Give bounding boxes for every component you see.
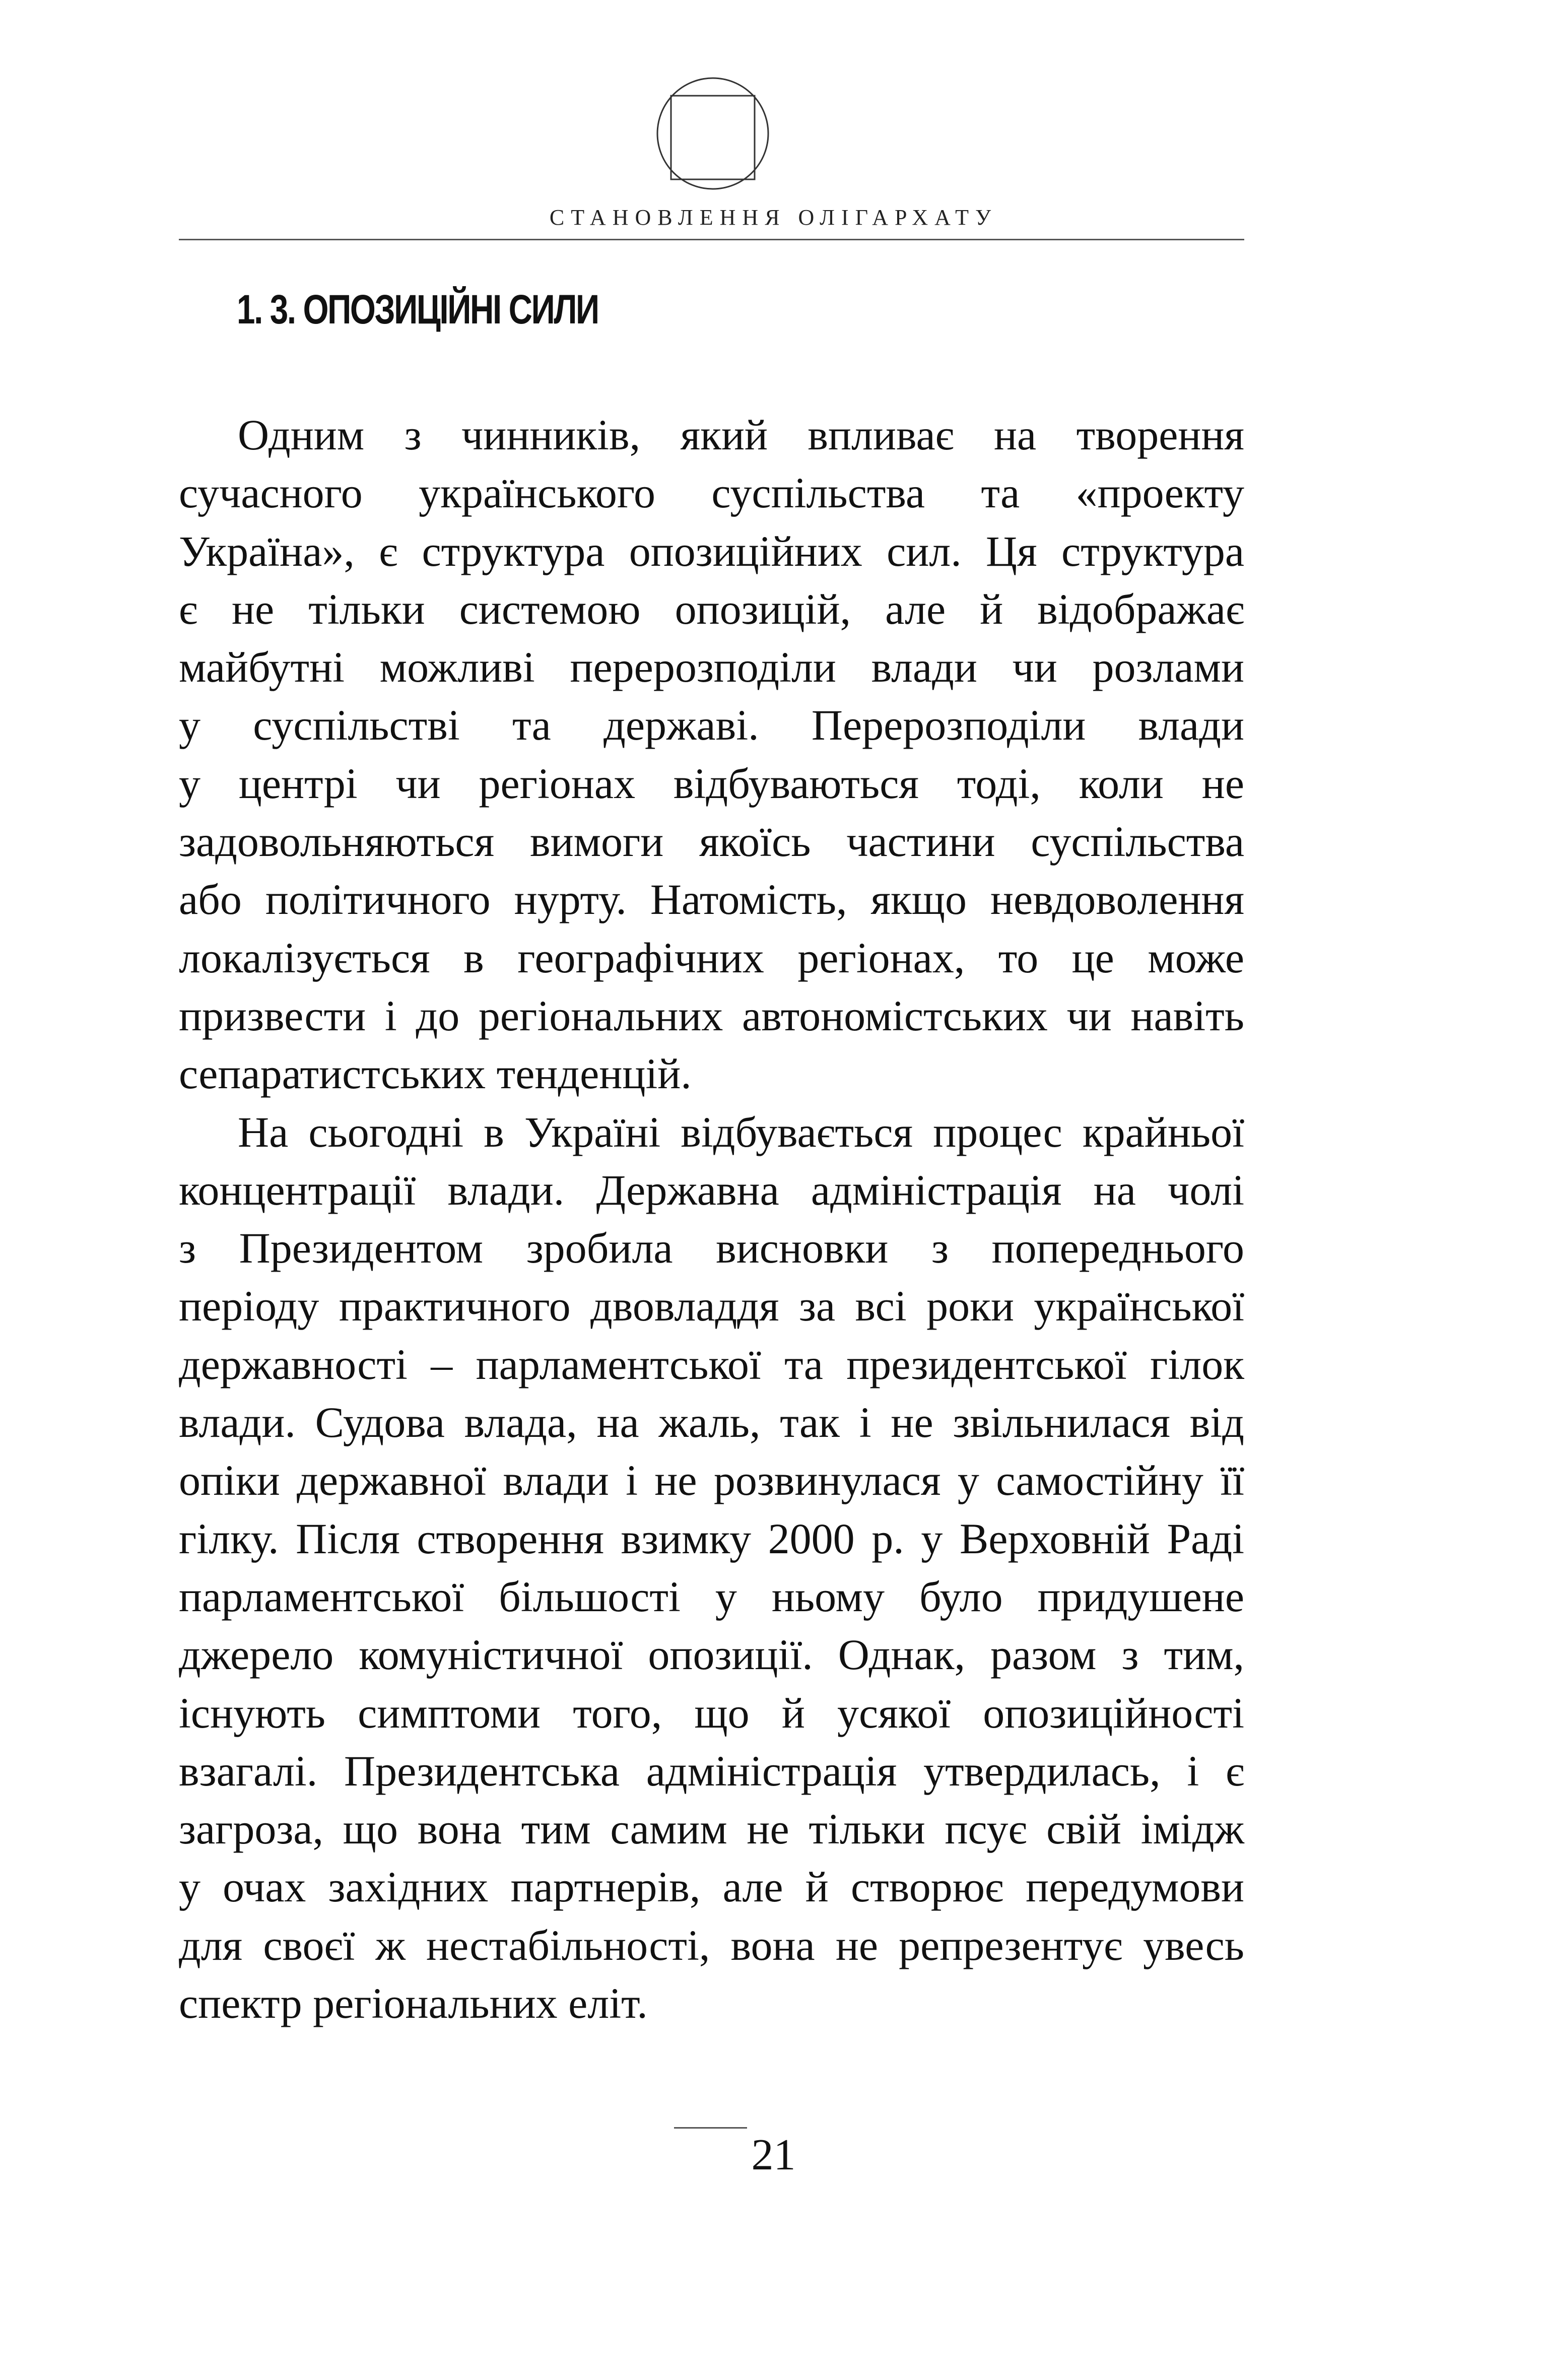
text-line: у очах західних партнерів, але й створює передумови	[179, 1863, 1244, 1911]
text-line: у центрі чи регіонах відбуваються тоді, коли не	[179, 759, 1244, 808]
text-line: державності – парламентської та президентської гілок	[179, 1340, 1244, 1389]
text-line: задовольняються вимоги якоїсь частини суспільства	[179, 817, 1244, 866]
paragraph-2	[179, 1103, 1244, 2033]
text-line: взагалі. Президентська адміністрація утвердилась, і є	[179, 1746, 1244, 1795]
page-number: 21	[751, 2131, 796, 2179]
text-line: концентрації влади. Державна адміністрація на чолі	[179, 1165, 1244, 1214]
paragraph-1	[179, 406, 1244, 1103]
text-line: періоду практичного двовладдя за всі роки української	[179, 1282, 1244, 1331]
text-line: загроза, що вона тим самим не тільки псує свій імідж	[179, 1805, 1244, 1854]
text-line: для своєї ж нестабільності, вона не репрезентує увесь	[179, 1921, 1244, 1969]
text-line: з Президентом зробила висновки з попереднього	[179, 1224, 1244, 1273]
header-rule	[179, 239, 1244, 240]
text-line: спектр регіональних еліт.	[179, 1979, 648, 2028]
chapter-heading: 1. 3. ОПОЗИЦІЙНІ СИЛИ	[237, 287, 598, 333]
text-line: у суспільстві та державі. Перерозподіли влади	[179, 701, 1244, 750]
running-head: СТАНОВЛЕННЯ ОЛІГАРХАТУ	[549, 205, 998, 230]
text-line: гілку. Після створення взимку 2000 р. у Верховній Раді	[179, 1514, 1244, 1563]
text-line: джерело комуністичної опозиції. Однак, разом з тим,	[179, 1630, 1244, 1679]
text-line: сепаратистських тенденцій.	[179, 1049, 692, 1098]
text-line: призвести і до регіональних автономістських чи навіть	[179, 991, 1244, 1040]
text-line: локалізується в географічних регіонах, то це може	[179, 933, 1244, 982]
folio-rule	[674, 2127, 747, 2129]
text-line: сучасного українського суспільства та «проекту	[179, 469, 1244, 517]
text-line: Україна», є структура опозиційних сил. Ця структура	[179, 526, 1244, 575]
text-line: існують симптоми того, що й усякої опозиційності	[179, 1688, 1244, 1737]
body-text	[179, 406, 1244, 2032]
text-line: або політичного нурту. Натомість, якщо невдоволення	[179, 875, 1244, 924]
text-line: є не тільки системою опозицій, але й відображає	[179, 584, 1244, 633]
text-line: На сьогодні в Україні відбувається процес крайньої	[238, 1107, 1244, 1156]
text-line: опіки державної влади і не розвинулася у самостійну її	[179, 1456, 1244, 1505]
text-line: майбутні можливі перерозподіли влади чи розлами	[179, 643, 1244, 692]
text-line: Одним з чинників, який впливає на творення	[238, 411, 1244, 459]
text-line: парламентської більшості у ньому було придушене	[179, 1572, 1244, 1621]
text-line: влади. Судова влада, на жаль, так і не звільнилася від	[179, 1398, 1244, 1447]
circle-square-emblem-icon	[655, 76, 771, 191]
